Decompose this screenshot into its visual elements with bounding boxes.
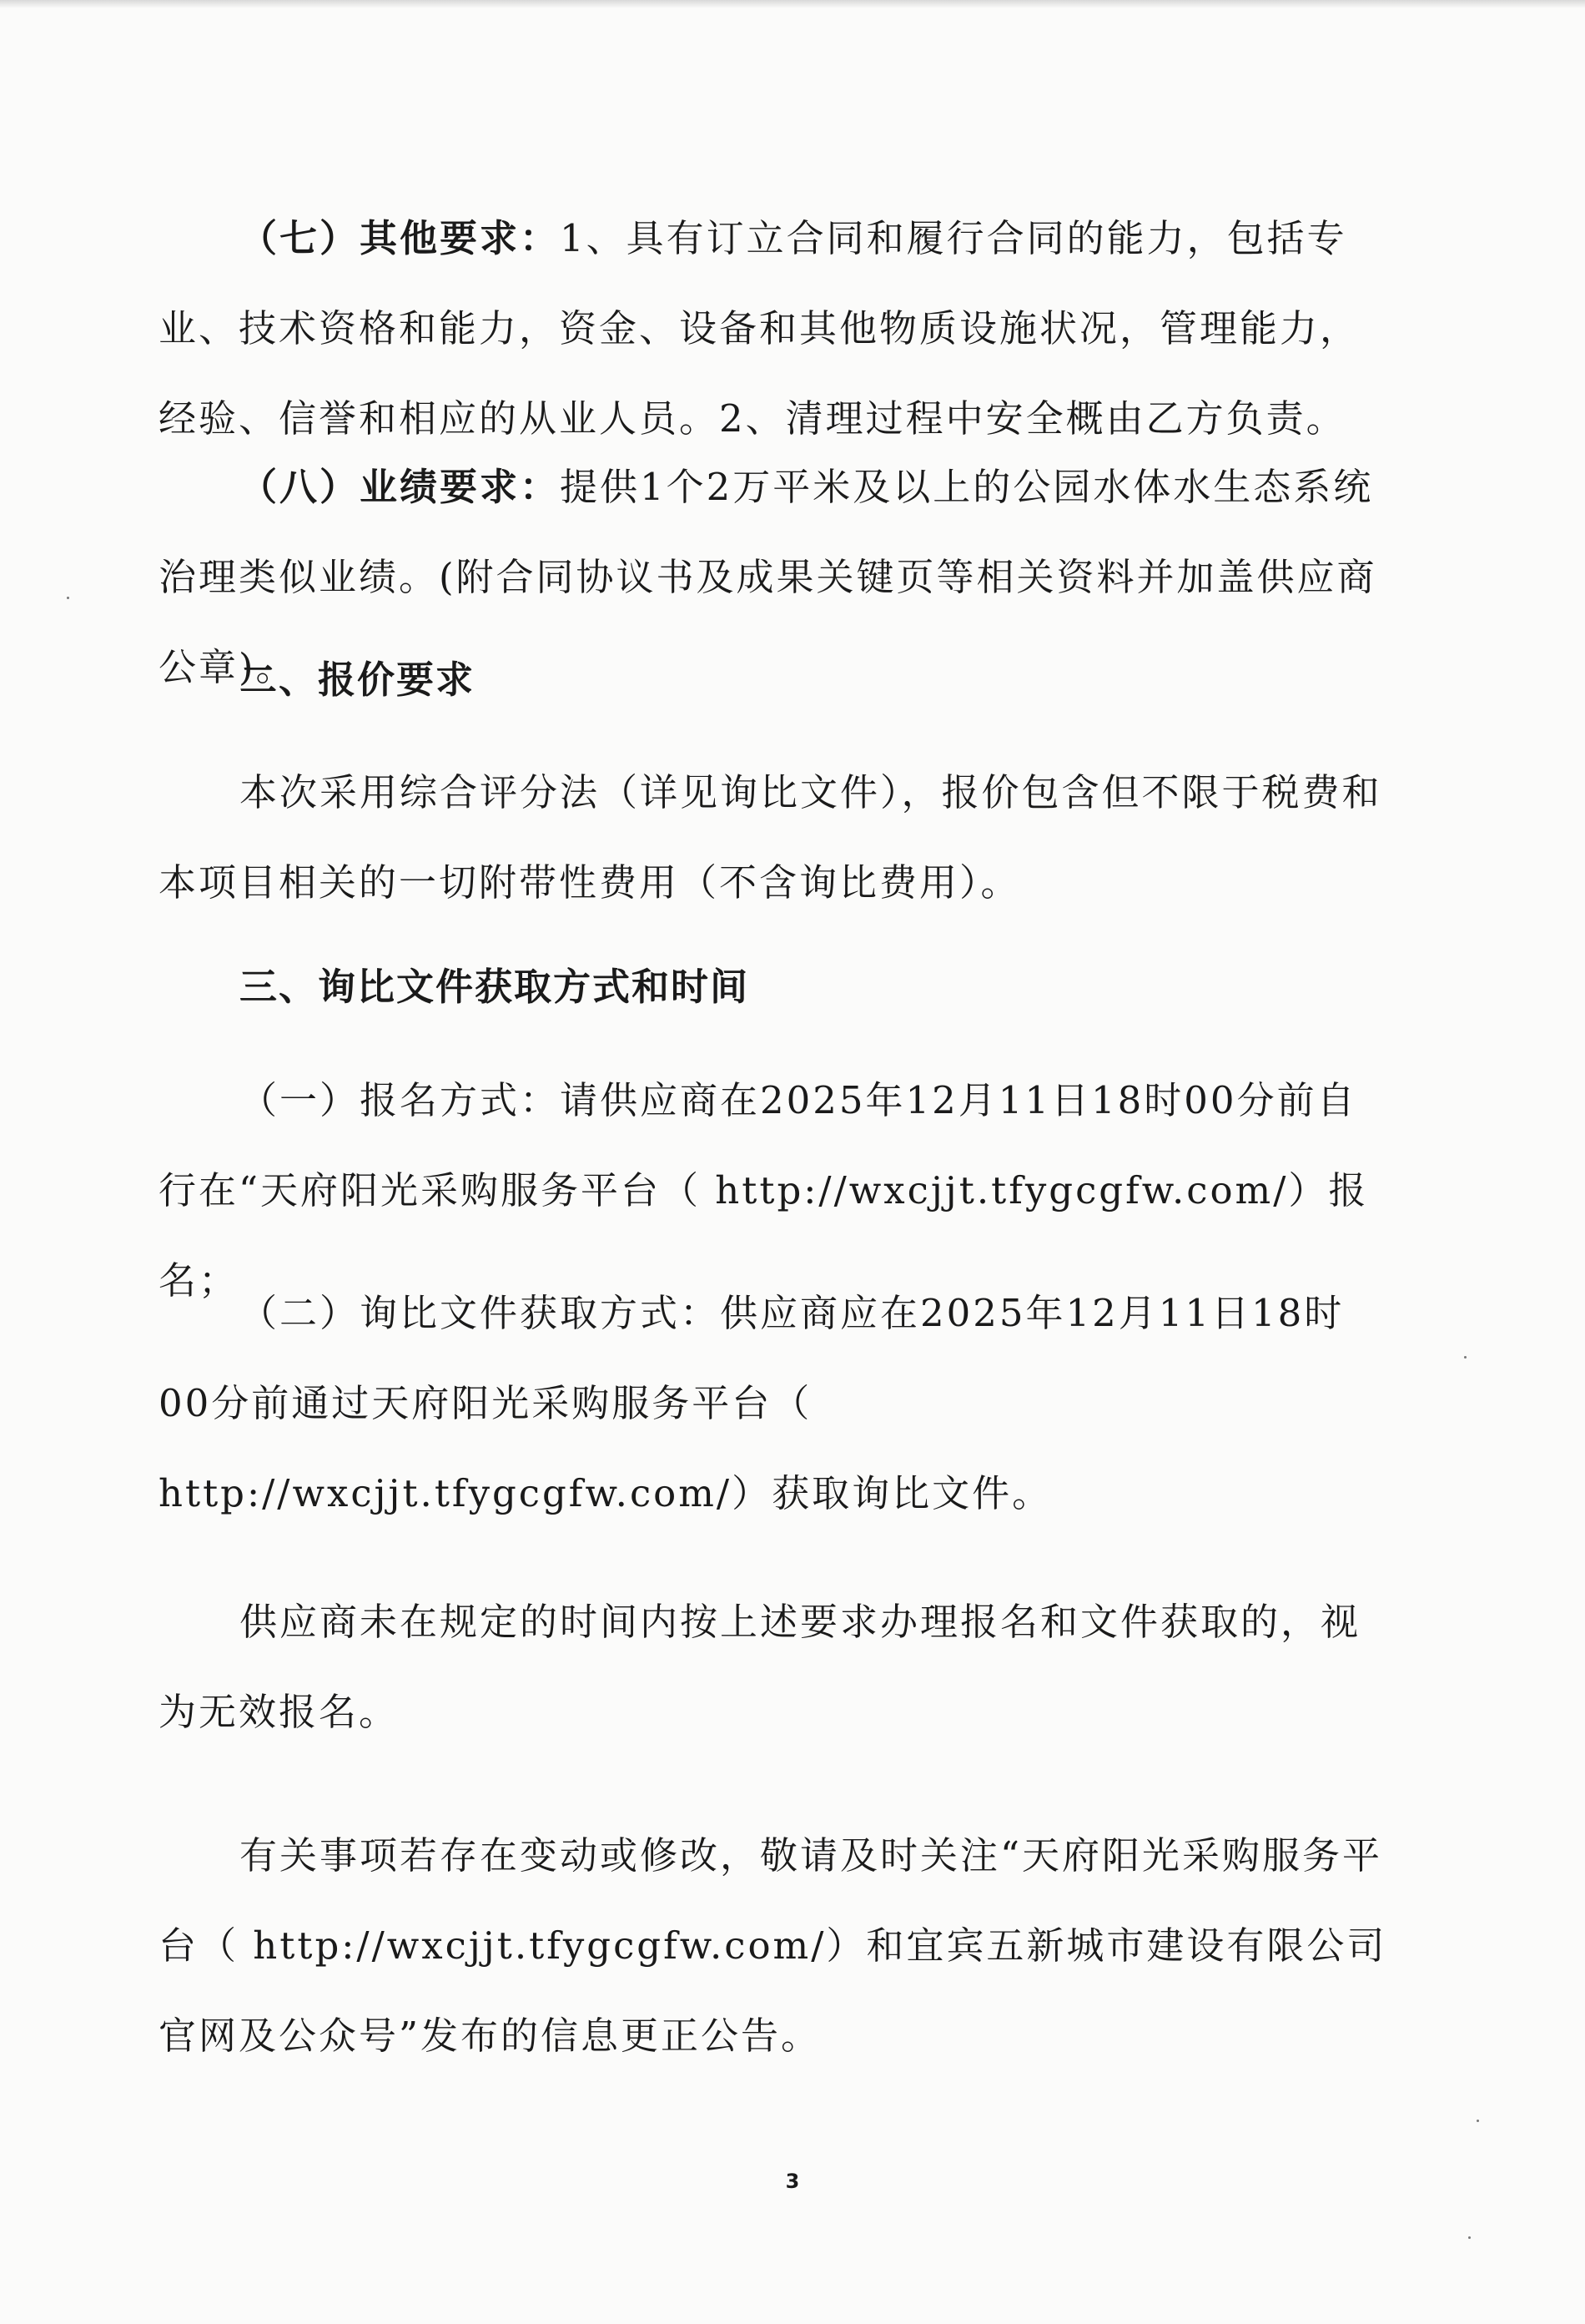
performance-requirements-text: 提供1个2万平米及以上的公园水体水生态系统治理类似业绩。(附合同协议书及成果关键页等相关资料并加盖供应商公章)。 <box>158 465 1377 689</box>
section2-paragraph: 本次采用综合评分法（详见询比文件），报价包含但不限于税费和本项目相关的一切附带性费用（不含询比费用）。 <box>158 770 1382 905</box>
page-number: 3 <box>785 2170 800 2193</box>
document-access-paragraph: （二）询比文件获取方式：供应商应在2025年12月11日18时00分前通过天府阳光采购服务平台（ http://wxcjjt.tfygcgfw.com/）获取询比文件。 <box>158 1291 1345 1515</box>
scan-speck <box>1468 2236 1471 2239</box>
section3-heading: 三、询比文件获取方式和时间 <box>239 965 750 1009</box>
change-notice-paragraph: 有关事项若存在变动或修改，敬请及时关注“天府阳光采购服务平台（ http://wxcjjt.tfygcgfw.com/）和宜宾五新城市建设有限公司官网及公众号”发布的信息更正公告。 <box>158 1833 1387 2058</box>
registration-method-paragraph: （一）报名方式：请供应商在2025年12月11日18时00分前自行在“天府阳光采购服务平台（ http://wxcjjt.tfygcgfw.com/）报名； <box>158 1078 1369 1303</box>
other-requirements-label: （七）其他要求： <box>239 216 561 260</box>
performance-requirements-label: （八）业绩要求： <box>239 465 561 509</box>
section2-heading: 二、报价要求 <box>239 658 476 702</box>
scan-speck <box>1464 1356 1467 1359</box>
invalid-registration-paragraph: 供应商未在规定的时间内按上述要求办理报名和文件获取的，视为无效报名。 <box>158 1600 1361 1734</box>
scan-edge-shadow <box>0 0 1585 8</box>
other-requirements-paragraph <box>158 194 1393 464</box>
scan-speck <box>67 597 69 599</box>
other-requirements-text: 1、具有订立合同和履行合同的能力，包括专业、技术资格和能力，资金、设备和其他物质设施状况，管理能力，经验、信誉和相应的从业人员。2、清理过程中安全概由乙方负责。 <box>158 216 1361 441</box>
scan-speck <box>1477 2120 1479 2122</box>
